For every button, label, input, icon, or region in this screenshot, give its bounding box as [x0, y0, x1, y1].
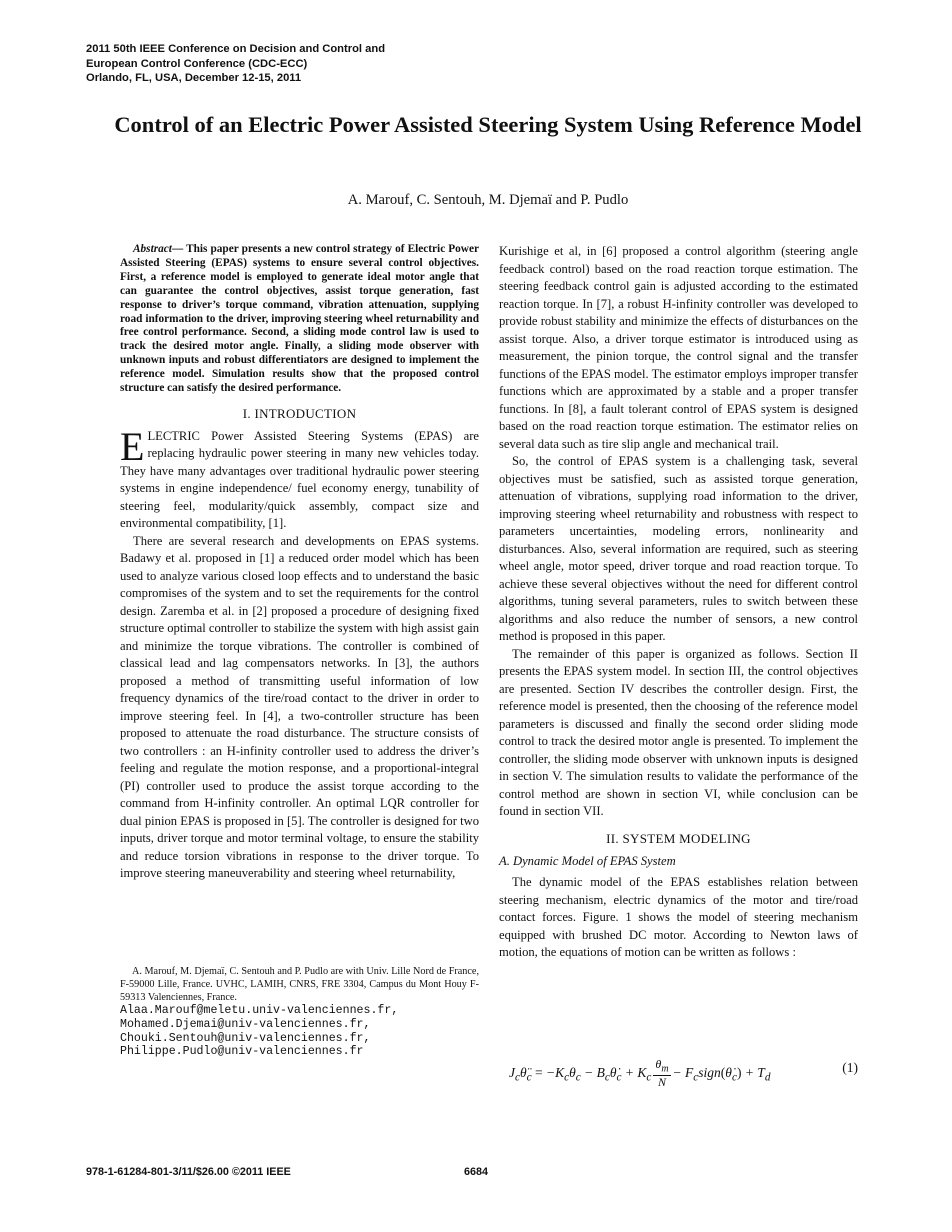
- conference-line-3: Orlando, FL, USA, December 12-15, 2011: [86, 72, 302, 84]
- footnote-email[interactable]: Philippe.Pudlo@univ-valenciennes.fr: [120, 1045, 364, 1059]
- section-heading-system-modeling: II. SYSTEM MODELING: [606, 830, 751, 846]
- footnote-email[interactable]: Alaa.Marouf@meletu.univ-valenciennes.fr,: [120, 1004, 399, 1018]
- footer-page-number: 6684: [464, 1166, 489, 1178]
- conference-line-1: 2011 50th IEEE Conference on Decision and Control and: [86, 43, 386, 55]
- paper-title: Control of an Electric Power Assisted Steering System Using Reference Model: [114, 112, 862, 137]
- equation-fraction: $\frac{\theta_m}{N}$: [655, 1057, 669, 1090]
- intro-paragraph-1-text: LECTRIC Power Assisted Steering Systems (EPAS) are replacing hydraulic power steering in many new vehicles today. They have many advantages over traditional hydraulic power steering systems in engine independence/ fuel economy energy, tunability of steering feel, modularity/quick assembly, compact size and environmental compatibility, [1].: [120, 428, 479, 531]
- abstract: [120, 243, 479, 396]
- subsection-heading-dynamic-model: A. Dynamic Model of EPAS System: [499, 853, 676, 868]
- intro-paragraph-2: There are several research and developments on EPAS systems. Badawy et al. proposed in [1] a reduced order model which has been used to analyze various closed loop effects and to understand the basic compromises of the system and to set the requirements for the control design. Zaremba et al. in [2] proposed a procedure of designing fixed structure optimal controller to stabilize the system with high assist gain and minimize the torque vibrations. The controller is combined of classical lead and lag compensators networks. In [3], the authors proposed a method of transmitting useful information of low frequency dynamics of the tire/road contact to the driver in order to improve steering feel. In [4], a two-controller structure has been proposed to attenuate the road disturbance. The structure consists of two controllers : an H-infinity controller used to address the driver’s feeling and regulate the motion response, and a proportional-integral (PI) controller used to produce the assist torque according to the command from H-infinity controller. An optimal LQR controller for dual pinion EPAS is proposed in [5]. The controller is designed for two inputs, driver torque and motor terminal voltage, to ensure the stability and reduce torsion vibrations in response to the driver torque. To improve steering maneuverability and steering wheel returnability,: [120, 533, 479, 881]
- equation-lhs: J: [509, 1064, 515, 1080]
- right-column: [499, 243, 858, 962]
- footnote-affiliation: A. Marouf, M. Djemaï, C. Sentouh and P. Pudlo are with Univ. Lille Nord de France, F-59000 Lille, France. UVHC, LAMIH, CNRS, FRE 3304, Campus du Mont Houy F-59313 Valenciennes, France.: [120, 966, 479, 1003]
- equation-1: [499, 1050, 858, 1090]
- footnote-email[interactable]: Chouki.Sentouh@univ-valenciennes.fr,: [120, 1031, 371, 1045]
- intro-paragraph-3: So, the control of EPAS system is a challenging task, several objectives must be satisfied, such as assisted torque generation, attenuation of vibrations, supplying road information to the driver, improving steering wheel returnability and robustness with respect to parameters uncertainties, modeling errors, nonlinearity and disturbances. Also, several information are required, such as steering wheel angle, motor speed, driver torque and road reaction torque. To achieve these several objectives without the need for different control algorithms, tuning several parameters, rules to switch between these algorithms and also reduce the number of sensors, a new control method is proposed in this paper.: [499, 454, 858, 643]
- author-footnote: [120, 966, 479, 1059]
- abstract-text: — This paper presents a new control strategy of Electric Power Assisted Steering (EPAS) systems to ensure several control objectives. First, a reference model is employed to generate ideal motor angle that can guarantee the control objectives, assist torque generation, fast response to driver’s torque command, vibration attenuation, supplying road information to the driver, improving steering wheel returnability and free control performance. Second, a sliding mode control law is used to track the desired motor angle. Finally, a sliding mode observer with unknown inputs and robust differentiators are designed to implement the reference model. Simulation results show that the proposed control structure can satisfy the desired performance.: [120, 243, 479, 395]
- equation-number: (1): [842, 1060, 858, 1075]
- abstract-label: Abstract: [133, 243, 172, 255]
- footnote-email[interactable]: Mohamed.Djemai@univ-valenciennes.fr,: [120, 1017, 371, 1031]
- section-heading-introduction: I. INTRODUCTION: [242, 405, 357, 421]
- paper-authors: A. Marouf, C. Sentouh, M. Djemaï and P. Pudlo: [347, 192, 629, 208]
- intro-paragraph-1: [120, 423, 479, 533]
- intro-paragraph-4: The remainder of this paper is organized as follows. Section II presents the EPAS system model. In section III, the control objectives are presented. Section IV describes the controller design. First, the reference model is presented, then the choosing of the reference model parameters is discussed and finally the second order sliding mode control to track the desired motor angle is presented. To implement the controller, the sliding mode observer with unknown inputs is designed in section V. The simulation results to validate the performance of the control method are shown in section VI, while conclusion can be found in section VII.: [499, 646, 858, 818]
- conference-line-2: European Control Conference (CDC-ECC): [86, 57, 308, 70]
- intro-paragraph-2-continued: Kurishige et al, in [6] proposed a control algorithm (steering angle feedback control) based on the road reaction torque estimation. The steering feedback control gain is adjusted according to the estimated reaction torque. In [7], a robust H-infinity controller was developed to provide robust stability and minimize the effects of disturbances on the assist torque. Also, a driver torque estimator is introduced using as measurement, the pinion torque, the control signal and the transfer functions of the EPAS model. The estimator employs improper transfer functions which are approximated by a stable and a proper transfer functions. In [8], a fault tolerant control of EPAS system is designed based on the road reaction torque estimation. The estimator relies on several data such as tire slip angle and mechanical trail.: [499, 244, 858, 451]
- system-modeling-paragraph-1: The dynamic model of the EPAS establishes relation between steering mechanism, electric dynamics of the motor and tire/road contact forces. Figure. 1 shows the model of steering mechanism equipped with brushed DC motor. According to Newton laws of motion, the equations of motion can be written as follows :: [499, 875, 858, 959]
- footer-isbn: 978-1-61284-801-3/11/$26.00 ©2011 IEEE: [86, 1166, 291, 1178]
- conference-header: [86, 42, 506, 86]
- equation-body: $J_c\thetä_c = -K_c\theta_c$ − $B_c\thetȧ_c + K_c$ $\frac{\theta_m}{N}$ − $F_csign(\thetȧ_c) + T_d$: [509, 1057, 771, 1090]
- left-column: [120, 243, 479, 883]
- drop-cap: E: [120, 423, 145, 469]
